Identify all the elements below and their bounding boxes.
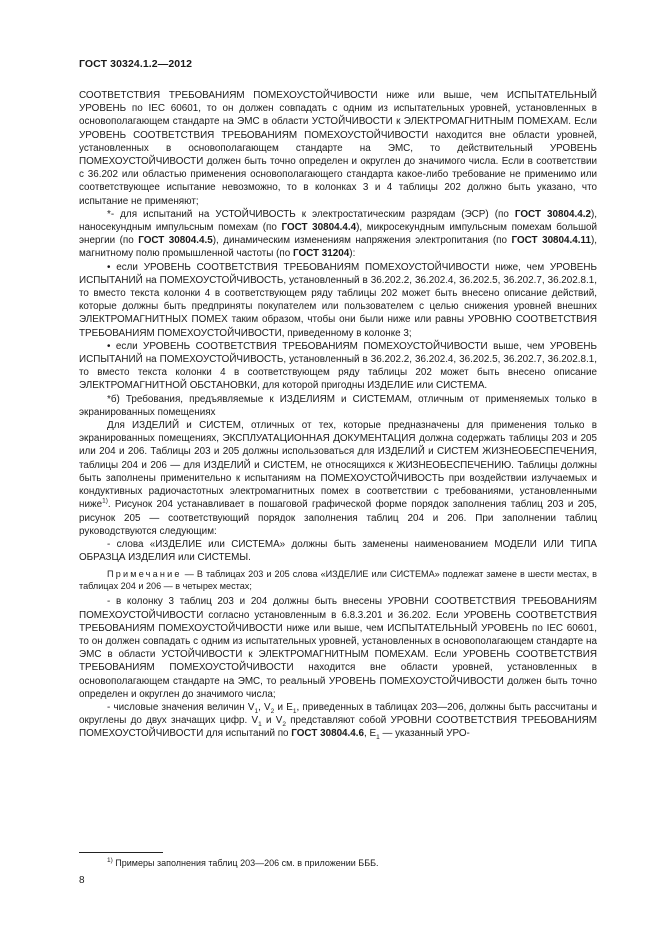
- paragraph-8: - в колонку 3 таблиц 203 и 204 должны быть внесены УРОВНИ СООТВЕТСТВИЯ ТРЕБОВАНИЯМ ПОМЕХОУСТОЙЧИВОСТИ согласно установленным в 6.8.3.201 и 36.202. Если УРОВЕНЬ СООТВЕТСТВИЯ ТРЕБОВАНИЯМ ПОМЕХОУСТОЙЧИВОСТИ ниже или выше, чем ИСПЫТАТЕЛЬНЫЙ УРОВЕНЬ по IEC 60601, то он должен совпадать с одним из испытательных уровней, установленных в основополагающем стандарте на ЭМС в области УСТОЙЧИВОСТИ к ЭЛЕКТРОМАГНИТНЫМ ПОМЕХАМ. Если УРОВЕНЬ СООТВЕТСТВИЯ ТРЕБОВАНИЯМ ПОМЕХОУСТОЙЧИВОСТИ находится вне области уровней, установленных в основополагающем стандарте на ЭМС, то реальный УРОВЕНЬ ПОМЕХОУСТОЙЧИВОСТИ должен быть точно определен и округлен до значимого числа;: [79, 596, 597, 700]
- text: , V: [258, 701, 271, 713]
- subscript: 1: [254, 707, 259, 715]
- document-body: [79, 89, 597, 741]
- note: [79, 568, 597, 592]
- subscript: 2: [270, 707, 275, 715]
- standard-ref: ГОСТ 30804.4.11: [511, 235, 591, 247]
- paragraph-1: СООТВЕТСТВИЯ ТРЕБОВАНИЯМ ПОМЕХОУСТОЙЧИВОСТИ ниже или выше, чем ИСПЫТАТЕЛЬНЫЙ УРОВЕНЬ по IEC 60601, то он должен совпадать с одним из испытательных уровней, установленных в основополагающем стандарте на ЭМС в области УСТОЙЧИВОСТИ к ЭЛЕКТРОМАГНИТНЫМ ПОМЕХАМ. Если УРОВЕНЬ СООТВЕТСТВИЯ ТРЕБОВАНИЯМ ПОМЕХОУСТОЙЧИВОСТИ находится вне области уровней, установленных в основополагающем стандарте на ЭМС, то действительный УРОВЕНЬ ПОМЕХОУСТОЙЧИВОСТИ должен быть точно определен и округлен до значимого числа. Если в соответствии с 36.202 или областью применения основополагающего стандарта какое-либо требование не применимо или соответствующее испытание невозможно, то в колонках 3 и 4 таблицы 202 должно быть указано, что испытание не применяют;: [79, 90, 597, 207]
- paragraph-7: - слова «ИЗДЕЛИЕ или СИСТЕМА» должны быть заменены наименованием МОДЕЛИ ИЛИ ТИПА ОБРАЗЦА ИЗДЕЛИЯ или СИСТЕМЫ.: [79, 538, 597, 564]
- paragraph-6: [79, 419, 597, 538]
- footnote-divider: [79, 852, 163, 853]
- standard-ref: ГОСТ 30804.4.4: [281, 222, 357, 234]
- text: Для ИЗДЕЛИЙ и СИСТЕМ, отличных от тех, которые предназначены для применения только в экранированных помещениях, ЭКСПЛУАТАЦИОННАЯ ДОКУМЕНТАЦИЯ должна содержать таблицы 203 и 205 или 204 и 206. Таблицы 203 и 205 должны использоваться для ИЗДЕЛИЙ и СИСТЕМ ЖИЗНЕОБЕСПЕЧЕНИЯ, таблицы 204 и 206 — для ИЗДЕЛИЙ и СИСТЕМ, не относящихся к ЖИЗНЕОБЕСПЕЧЕНИЮ. Таблицы должны быть заполнены применительно к испытаниям на ПОМЕХОУСТОЙЧИВОСТЬ при воздействии излучаемых и кондуктивных радиочастотных электромагнитных помех в соответствии с требованиями, установленными ниже: [79, 420, 597, 511]
- text: , E: [364, 728, 377, 740]
- standard-ref: ГОСТ 30804.4.6: [291, 728, 365, 740]
- text: ):: [349, 248, 356, 260]
- text: и V: [261, 715, 283, 727]
- document-header: ГОСТ 30324.1.2—2012: [79, 58, 193, 70]
- footnote-text: Примеры заполнения таблиц 203—206 см. в приложении БББ.: [112, 858, 379, 868]
- note-label: Примечание: [107, 569, 182, 580]
- standard-ref: ГОСТ 30804.4.2: [514, 208, 591, 220]
- paragraph-4: • если УРОВЕНЬ СООТВЕТСТВИЯ ТРЕБОВАНИЯМ ПОМЕХОУСТОЙЧИВОСТИ выше, чем УРОВЕНЬ ИСПЫТАНИЙ на ПОМЕХОУСТОЙЧИВОСТЬ, установленный в 36.202.2, 36.202.4, 36.202.5, 36.202.7, 36.202.8.1, то вместо текста колонки 4 в соответствующем ряду таблицы 202 может быть внесено описание ЭЛЕКТРОМАГНИТНОЙ ОБСТАНОВКИ, для которой пригодны ИЗДЕЛИЕ или СИСТЕМА.: [79, 340, 597, 392]
- text: ), магнитному полю промышленной частоты (по: [79, 235, 598, 260]
- text: представляют собой УРОВНИ СООТВЕТСТВИЯ ТРЕБОВАНИЯМ ПОМЕХОУСТОЙЧИВОСТИ для испытаний по: [79, 715, 597, 740]
- text: , приведенных в таблицах 203—206, должны быть рассчитаны и округлены до двух значащих цифр. V: [79, 701, 597, 727]
- text: — указанный УРО-: [379, 728, 470, 740]
- footnote-mark: 1): [107, 857, 113, 864]
- paragraph-2: [79, 208, 597, 261]
- paragraph-5: *б) Требования, предъявляемые к ИЗДЕЛИЯМ и СИСТЕМАМ, отличным от применяемых только в экранированных помещениях: [79, 393, 597, 418]
- text: и E: [274, 701, 293, 713]
- subscript: 1: [376, 734, 380, 742]
- page-number: 8: [79, 875, 85, 886]
- footnote: [79, 857, 597, 869]
- text: *- для испытаний на УСТОЙЧИВОСТЬ к электростатическим разрядам (ЭСР) (по: [107, 208, 515, 220]
- text: - числовые значения величин V: [107, 701, 255, 713]
- standard-ref: ГОСТ 31204: [293, 248, 350, 260]
- subscript: 2: [282, 721, 286, 729]
- text: . Рисунок 204 устанавливает в пошаговой графической форме порядок заполнения таблиц 203 и 205, рисунок 205 — соответствующий порядок заполнения таблиц 204 и 206. При заполнении таблиц руководствуются следующим:: [79, 499, 597, 537]
- note-text: — В таблицах 203 и 205 слова «ИЗДЕЛИЕ или СИСТЕМА» подлежат замене в шести местах, в таблицах 204 и 206 — в четырех местах;: [79, 569, 597, 592]
- text: ), динамическим изменениям напряжения электропитания (по: [212, 235, 512, 247]
- text: ), микросекундным импульсным помехам большой энергии (по: [79, 222, 597, 247]
- subscript: 1: [292, 707, 297, 715]
- paragraph-9: [79, 701, 597, 741]
- paragraph-3: • если УРОВЕНЬ СООТВЕТСТВИЯ ТРЕБОВАНИЯМ ПОМЕХОУСТОЙЧИВОСТИ ниже, чем УРОВЕНЬ ИСПЫТАНИЙ на ПОМЕХОУСТОЙЧИВОСТЬ, установленный в 36.202.2, 36.202.4, 36.202.5, 36.202.7, 36.202.8.1, то вместо текста колонки 4 в соответствующем ряду таблицы 202 может быть внесено описание действий, которые должны быть предприняты покупателем или пользователем с целью снижения уровней внешних ЭЛЕКТРОМАГНИТНЫХ ПОМЕХ таким образом, чтобы они были ниже или равны УРОВНЮ СООТВЕТСТВИЯ ТРЕБОВАНИЯМ ПОМЕХОУСТОЙЧИВОСТИ, приведенному в колонке 3;: [79, 261, 597, 339]
- text: ), наносекундным импульсным помехам (по: [79, 208, 597, 234]
- subscript: 1: [258, 721, 262, 729]
- footnote-ref: 1): [102, 498, 108, 505]
- standard-ref: ГОСТ 30804.4.5: [138, 235, 213, 247]
